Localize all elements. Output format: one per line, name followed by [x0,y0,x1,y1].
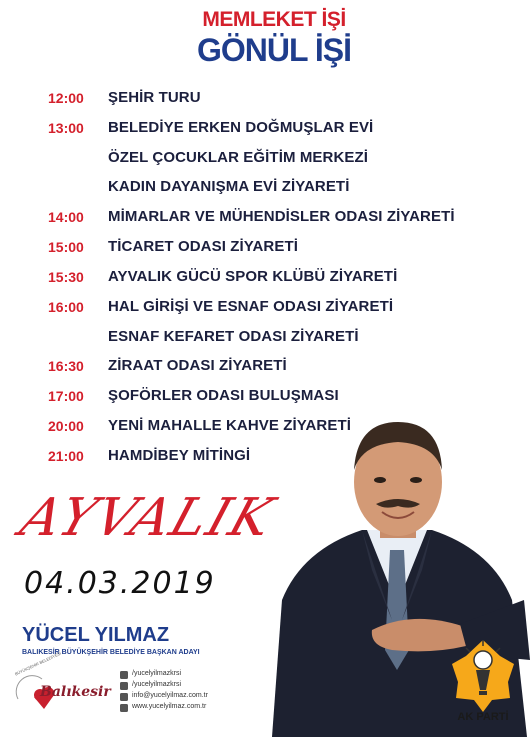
candidate-name: YÜCEL YILMAZ [22,624,170,646]
schedule-row [0,207,532,233]
schedule-row [0,237,532,263]
schedule-event: AYVALIK GÜCÜ SPOR KLÜBÜ ZİYARETİ [108,268,398,285]
social-text: www.yucelyilmaz.com.tr [132,703,207,710]
schedule-time: 15:30 [48,269,84,285]
municipality-arc-text: BÜYÜKŞEHİR BELEDİYESİ [14,650,62,677]
schedule-event: MİMARLAR VE MÜHENDİSLER ODASI ZİYARETİ [108,208,455,225]
social-text: info@yucelyilmaz.com.tr [132,692,208,699]
schedule-row [0,148,532,174]
web-icon [120,704,128,712]
social-row-web[interactable] [120,703,250,714]
schedule-time: 13:00 [48,120,84,136]
schedule-event: ZİRAAT ODASI ZİYARETİ [108,357,287,374]
schedule-row [0,267,532,293]
social-text: /yucelyilmazkrsi [132,681,182,688]
schedule-row [0,327,532,353]
schedule-event: ESNAF KEFARET ODASI ZİYARETİ [108,328,359,345]
schedule-event: TİCARET ODASI ZİYARETİ [108,238,298,255]
schedule-row [0,88,532,114]
schedule-row [0,118,532,144]
facebook-icon [120,671,128,679]
email-icon [120,693,128,701]
schedule-event: ÖZEL ÇOCUKLAR EĞİTİM MERKEZİ [108,149,369,166]
schedule-time: 16:30 [48,358,84,374]
schedule-event: ŞEHİR TURU [108,89,201,106]
social-row-twitter[interactable] [120,681,250,692]
schedule-row [0,297,532,323]
schedule-event: ŞOFÖRLER ODASI BULUŞMASI [108,387,339,404]
slogan-line-1: MEMLEKET İŞİ [202,8,346,31]
social-row-email[interactable] [120,692,250,703]
schedule-time: 14:00 [48,209,84,225]
schedule-event: HAL GİRİŞİ VE ESNAF ODASI ZİYARETİ [108,298,394,315]
schedule-event: BELEDİYE ERKEN DOĞMUŞLAR EVİ [108,119,374,136]
social-text: /yucelyilmazkrsi [132,670,182,677]
city-name: AYVALIK [13,488,283,548]
candidate-title: BALIKESİR BÜYÜKŞEHİR BELEDİYE BAŞKAN ADAYI [22,649,200,656]
twitter-icon [120,682,128,690]
party-name: AK PARTİ [457,711,509,723]
municipality-logo-text: Balıkesir [40,684,111,700]
party-logo [448,636,518,714]
slogan-line-2: GÖNÜL İŞİ [197,32,351,68]
schedule-time: 17:00 [48,388,84,404]
schedule-row [0,356,532,382]
social-row-facebook[interactable] [120,670,250,681]
schedule-event: HAMDİBEY MİTİNGİ [108,447,251,464]
schedule-row [0,177,532,203]
event-date: 04.03.2019 [24,566,216,601]
schedule-time: 20:00 [48,418,84,434]
schedule-time: 21:00 [48,448,84,464]
schedule-time: 16:00 [48,299,84,315]
schedule-time: 15:00 [48,239,84,255]
schedule-time: 12:00 [48,90,84,106]
schedule-event: KADIN DAYANIŞMA EVİ ZİYARETİ [108,178,350,195]
schedule-event: YENİ MAHALLE KAHVE ZİYARETİ [108,417,352,434]
